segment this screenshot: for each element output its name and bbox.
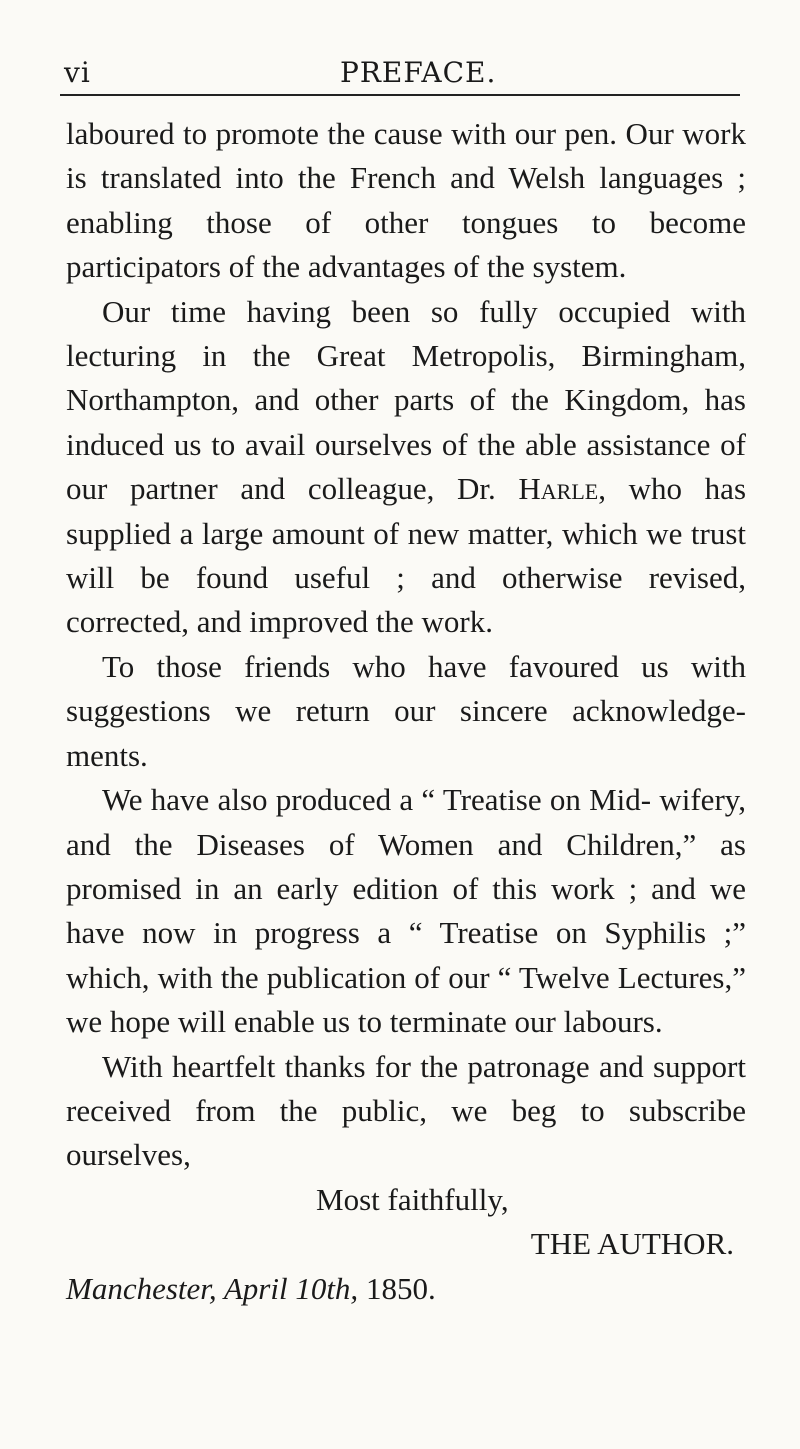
page-header xyxy=(0,56,800,96)
paragraph-1: laboured to promote the cause with our pen. Our work is translated into the French and Welsh languages ; enabling those of other tongues to become participators of the advantages of the system. xyxy=(66,116,746,285)
closing-signature: THE AUTHOR. xyxy=(530,1226,734,1262)
page-body xyxy=(66,112,746,1311)
paragraph-5: With heartfelt thanks for the patronage and support received from the public, we beg to subscribe ourselves, xyxy=(66,1048,746,1173)
paragraph-3: To those friends who have favoured us with suggestions we return our sincere acknowledge- ments. xyxy=(66,648,746,773)
dateline-year: 1850. xyxy=(358,1270,436,1306)
header-rule xyxy=(60,94,740,96)
paragraph-2 xyxy=(66,290,746,645)
paragraph-2-text: Our time having been so fully occupied with lecturing in the Great Metropolis, Birmingham, Northampton, and other parts of the Kingdom, has induced us to avail ourselves of the able assistance of our partner and colleague, Dr. xyxy=(66,293,746,507)
name-harle: Harle, xyxy=(518,471,606,507)
dateline-place: Manchester, April 10th, xyxy=(66,1270,359,1306)
closing-valediction: Most faithfully, xyxy=(316,1181,509,1217)
paragraph-2-cont: who has supplied a large amount of new matter, which we trust will be found useful ; and otherwise revised, corrected, and improved the work. xyxy=(66,471,747,640)
running-title: PREFACE. xyxy=(340,56,497,89)
page-number: vi xyxy=(64,56,91,89)
paragraph-4: We have also produced a “ Treatise on Mid- wifery, and the Diseases of Women and Children,” as promised in an early edition of this work ; and we have now in progress a “ Treatise on Syphilis ;” which, with the publication of our “ Twelve Lectures,” we hope will enable us to terminate our labours. xyxy=(66,782,746,1040)
dateline xyxy=(66,1267,746,1311)
